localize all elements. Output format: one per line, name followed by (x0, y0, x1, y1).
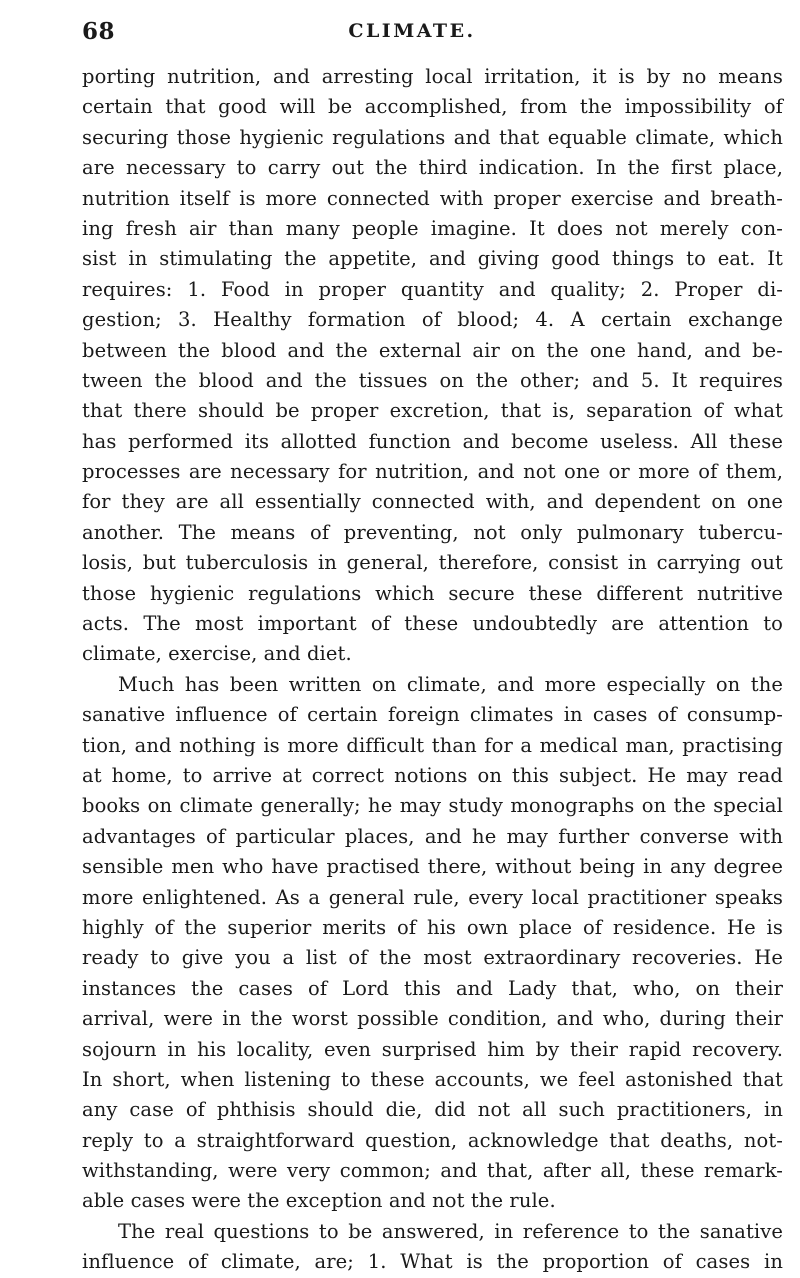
text-line: books on climate generally; he may study monographs on the special (82, 794, 783, 818)
text-line: for they are all essentially connected with, and dependent on one (82, 490, 783, 514)
text-line: tween the blood and the tissues on the other; and 5. It requires (82, 368, 783, 392)
text-line: arrival, were in the worst possible condition, and who, during their (82, 1007, 783, 1031)
text-line: at home, to arrive at correct notions on this subject. He may read (82, 763, 783, 787)
running-head (82, 18, 782, 50)
page-number: 68 (82, 18, 116, 45)
text-line: more enlightened. As a general rule, every local practitioner speaks (82, 885, 783, 909)
text-line: sanative influence of certain foreign climates in cases of consump- (82, 703, 783, 727)
text-line: The real questions to be answered, in reference to the sanative (118, 1219, 783, 1243)
text-line: another. The means of preventing, not only pulmonary tubercu- (82, 520, 783, 544)
text-line: that there should be proper excretion, that is, separation of what (82, 399, 783, 423)
text-line: certain that good will be accomplished, from the impossibility of (82, 95, 783, 119)
text-line: acts. The most important of these undoubtedly are attention to (82, 612, 783, 636)
text-line: gestion; 3. Healthy formation of blood; 4. A certain exchange (82, 308, 783, 332)
text-line: able cases were the exception and not the rule. (82, 1189, 556, 1213)
text-line: influence of climate, are; 1. What is the proportion of cases in (82, 1250, 783, 1274)
text-line: sensible men who have practised there, without being in any degree (82, 855, 783, 879)
text-line: between the blood and the external air on the one hand, and be- (82, 338, 783, 362)
running-title: CLIMATE. (348, 20, 476, 42)
text-line: ready to give you a list of the most extraordinary recoveries. He (82, 946, 783, 970)
body-text (82, 62, 783, 1278)
text-line: requires: 1. Food in proper quantity and quality; 2. Proper di- (82, 277, 783, 301)
text-line: Much has been written on climate, and more especially on the (118, 672, 783, 696)
text-line: porting nutrition, and arresting local irritation, it is by no means (82, 65, 783, 88)
text-line: reply to a straightforward question, acknowledge that deaths, not- (82, 1128, 783, 1152)
text-line: any case of phthisis should die, did not all such practitioners, in (82, 1098, 783, 1122)
text-line: processes are necessary for nutrition, and not one or more of them, (82, 460, 783, 484)
text-line: instances the cases of Lord this and Lady that, who, on their (82, 976, 783, 1000)
text-line: In short, when listening to these accounts, we feel astonished that (82, 1067, 783, 1091)
text-line: has performed its allotted function and become useless. All these (82, 429, 783, 453)
text-line: highly of the superior merits of his own place of residence. He is (82, 915, 783, 939)
text-line: advantages of particular places, and he may further converse with (82, 824, 783, 848)
text-line: are necessary to carry out the third indication. In the first place, (82, 156, 783, 180)
text-line: climate, exercise, and diet. (82, 642, 352, 666)
text-line: securing those hygienic regulations and that equable climate, which (82, 125, 783, 149)
text-line: nutrition itself is more connected with proper exercise and breath- (82, 186, 783, 210)
text-line: ing fresh air than many people imagine. It does not merely con- (82, 216, 783, 240)
text-line: sojourn in his locality, even surprised him by their rapid recovery. (82, 1037, 783, 1061)
text-line: tion, and nothing is more difficult than for a medical man, practising (82, 733, 783, 757)
text-line: sist in stimulating the appetite, and giving good things to eat. It (82, 247, 783, 271)
text-line: those hygienic regulations which secure these different nutritive (82, 581, 783, 605)
text-line: losis, but tuberculosis in general, therefore, consist in carrying out (82, 551, 783, 575)
text-line: withstanding, were very common; and that, after all, these remark- (82, 1159, 783, 1183)
